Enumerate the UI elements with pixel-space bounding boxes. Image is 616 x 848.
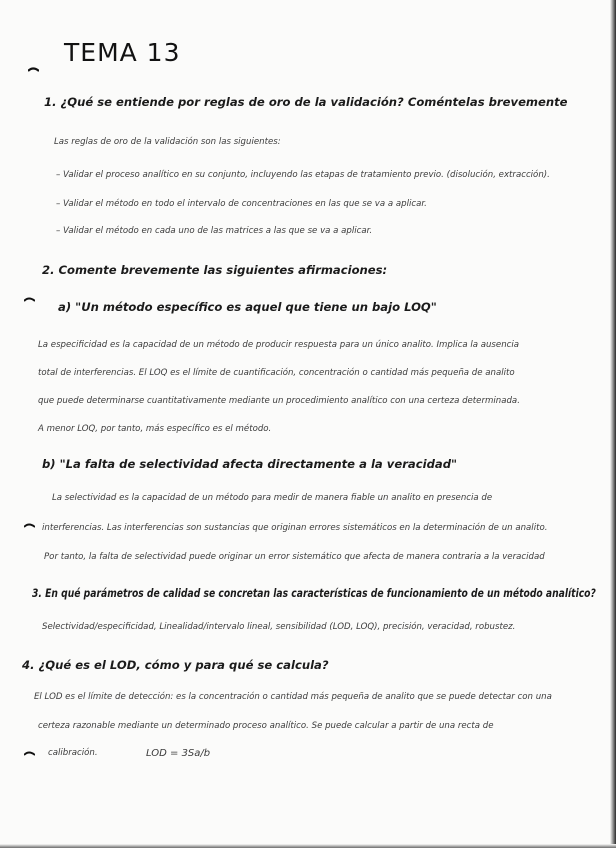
page-edge-shadow [610, 0, 616, 848]
q1-intro: Las reglas de oro de la validación son las siguientes: [54, 137, 281, 147]
q2b-line-3: Por tanto, la falta de selectividad puede originar un error sistemático que afecta de manera contraria a la veracidad [44, 552, 545, 562]
question-1: 1. ¿Qué se entiende por reglas de oro de la validación? Coméntelas brevemente [44, 95, 568, 109]
q4-line-1: El LOD es el límite de detección: es la concentración o cantidad más pequeña de analito que se puede detectar con una [34, 692, 552, 702]
lod-formula: LOD = 3Sa/b [146, 748, 211, 759]
q1-item-1: – Validar el proceso analítico en su conjunto, incluyendo las etapas de tratamiento previo. (disolución, extracción). [56, 170, 550, 180]
question-2a: a) "Un método específico es aquel que tiene un bajo LOQ" [58, 300, 437, 314]
question-4: 4. ¿Qué es el LOD, cómo y para qué se calcula? [22, 658, 329, 672]
q2b-line-1: La selectividad es la capacidad de un método para medir de manera fiable un analito en presencia de [52, 493, 493, 503]
margin-mark-3 [24, 522, 35, 528]
q2a-line-2: total de interferencias. El LOQ es el límite de cuantificación, concentración o cantidad más pequeña de analito [38, 368, 515, 378]
margin-mark-4 [24, 750, 35, 756]
q2a-line-4: A menor LOQ, por tanto, más específico es el método. [38, 424, 272, 434]
page-title: TEMA 13 [64, 38, 181, 67]
q2b-line-2: interferencias. Las interferencias son sustancias que originan errores sistemáticos en la determinación de un analito. [42, 523, 548, 533]
q2a-line-3: que puede determinarse cuantitativamente mediante un procedimiento analítico con una certeza determinada. [38, 396, 520, 406]
q2a-line-1: La especificidad es la capacidad de un método de producir respuesta para un único analito. Implica la ausencia [38, 340, 520, 350]
q4-line-3: calibración. [48, 748, 98, 758]
question-2: 2. Comente brevemente las siguientes afirmaciones: [42, 263, 388, 277]
question-3: 3. En qué parámetros de calidad se concretan las características de funcionamiento de un método analítico? [32, 586, 596, 600]
margin-mark-1 [28, 66, 39, 72]
question-2b: b) "La falta de selectividad afecta directamente a la veracidad" [42, 457, 458, 471]
margin-mark-2 [24, 296, 35, 302]
q4-line-2: certeza razonable mediante un determinado proceso analítico. Se puede calcular a partir de una recta de [38, 721, 494, 731]
q1-item-3: – Validar el método en cada uno de las matrices a las que se va a aplicar. [56, 226, 373, 236]
q3-answer: Selectividad/especificidad, Linealidad/intervalo lineal, sensibilidad (LOD, LOQ), precisión, veracidad, robustez. [42, 622, 516, 632]
page-bottom-shadow [0, 844, 616, 848]
q1-item-2: – Validar el método en todo el intervalo de concentraciones en las que se va a aplicar. [56, 199, 427, 209]
